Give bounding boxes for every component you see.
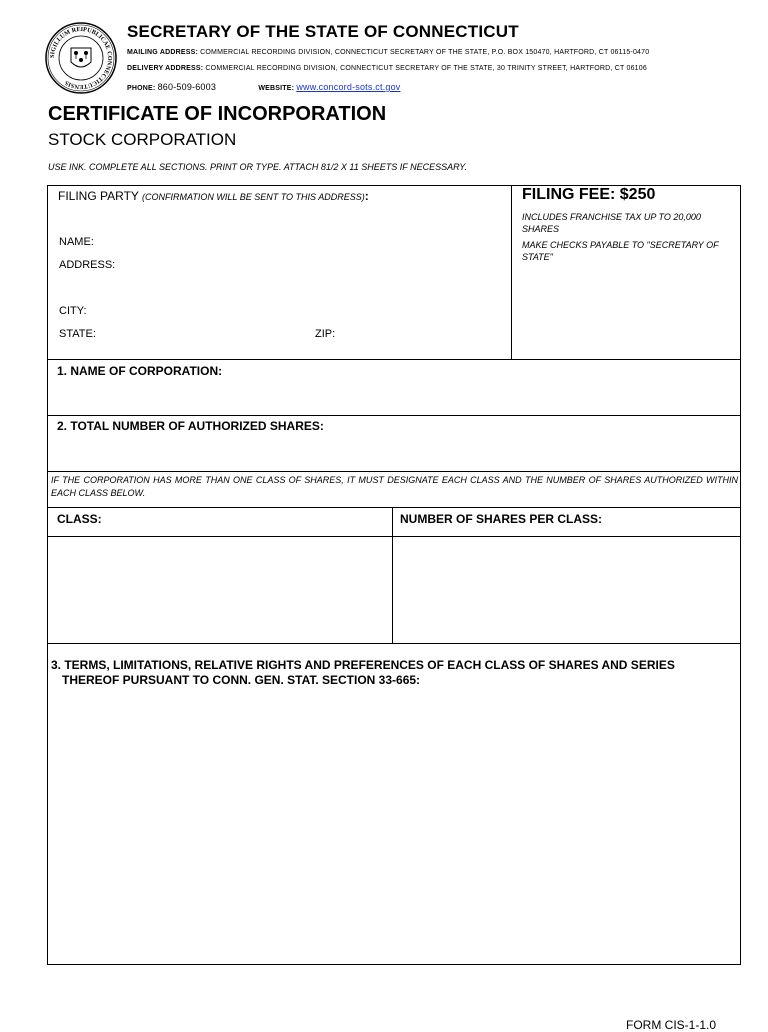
city-field[interactable]: CITY: [59, 305, 87, 317]
svg-text:SIGILLUM REIPUBLICAE CONNECTIC: SIGILLUM REIPUBLICAE CONNECTICUTENSIS [48, 25, 114, 91]
name-field[interactable]: NAME: [59, 236, 94, 248]
filing-party-note: (CONFIRMATION WILL BE SENT TO THIS ADDRESS) [142, 192, 365, 202]
contact-line [127, 82, 400, 92]
phone-number: 860-509-6003 [157, 82, 217, 92]
instructions: USE INK. COMPLETE ALL SECTIONS. PRINT OR TYPE. ATTACH 81/2 X 11 SHEETS IF NECESSARY. [48, 162, 467, 172]
terms-box[interactable] [47, 643, 741, 965]
document-subtitle: STOCK CORPORATION [48, 130, 237, 149]
terms-label-line1: 3. TERMS, LIMITATIONS, RELATIVE RIGHTS AND PREFERENCES OF EACH CLASS OF SHARES AND SERIES [51, 658, 675, 672]
form-number: FORM CIS-1-1.0 [626, 1018, 717, 1032]
filing-party-label: FILING PARTY [58, 189, 139, 203]
corporation-name-label: 1. NAME OF CORPORATION: [57, 364, 223, 378]
mailing-address-label: MAILING ADDRESS: [127, 49, 198, 56]
filing-party-heading [58, 189, 369, 203]
authorized-shares-label: 2. TOTAL NUMBER OF AUTHORIZED SHARES: [57, 419, 324, 433]
agency-name: SECRETARY OF THE STATE OF CONNECTICUT [127, 22, 519, 41]
website-link[interactable]: www.concord-sots.ct.gov [296, 82, 401, 92]
terms-label-line2: THEREOF PURSUANT TO CONN. GEN. STAT. SECTION 33-665: [62, 673, 421, 687]
document-title: CERTIFICATE OF INCORPORATION [48, 103, 387, 125]
delivery-address-label: DELIVERY ADDRESS: [127, 65, 204, 72]
delivery-address-value: COMMERCIAL RECORDING DIVISION, CONNECTICUT SECRETARY OF THE STATE, 30 TRINITY STREET, HARTFORD, CT 06106 [205, 65, 647, 72]
address-field[interactable]: ADDRESS: [59, 259, 116, 271]
phone-label: PHONE: [127, 85, 156, 92]
class-entry-cell[interactable] [47, 536, 393, 644]
state-field[interactable]: STATE: [59, 328, 96, 340]
class-note: IF THE CORPORATION HAS MORE THAN ONE CLASS OF SHARES, IT MUST DESIGNATE EACH CLASS AND THE NUMBER OF SHARES AUTHORIZED WITHIN EACH CLASS BELOW. [51, 475, 738, 498]
terms-label [51, 658, 736, 688]
delivery-address [127, 65, 647, 72]
filing-party-box[interactable] [47, 185, 512, 360]
filing-party-colon: : [364, 189, 369, 203]
filing-fee-title: FILING FEE: $250 [522, 186, 656, 203]
mailing-address-value: COMMERCIAL RECORDING DIVISION, CONNECTICUT SECRETARY OF THE STATE, P.O. BOX 150470, HARTFORD, CT 06115-0470 [200, 49, 650, 56]
shares-per-class-entry-cell[interactable] [392, 536, 741, 644]
franchise-tax-note: INCLUDES FRANCHISE TAX UP TO 20,000 SHARES [522, 212, 701, 234]
check-payable-note: MAKE CHECKS PAYABLE TO "SECRETARY OF STATE" [522, 240, 719, 262]
state-seal-logo [45, 22, 117, 94]
website-label: WEBSITE: [258, 85, 295, 92]
class-column-label: CLASS: [57, 512, 102, 526]
zip-field[interactable]: ZIP: [315, 328, 336, 340]
mailing-address [127, 49, 649, 56]
shares-per-class-column-label: NUMBER OF SHARES PER CLASS: [400, 512, 603, 526]
